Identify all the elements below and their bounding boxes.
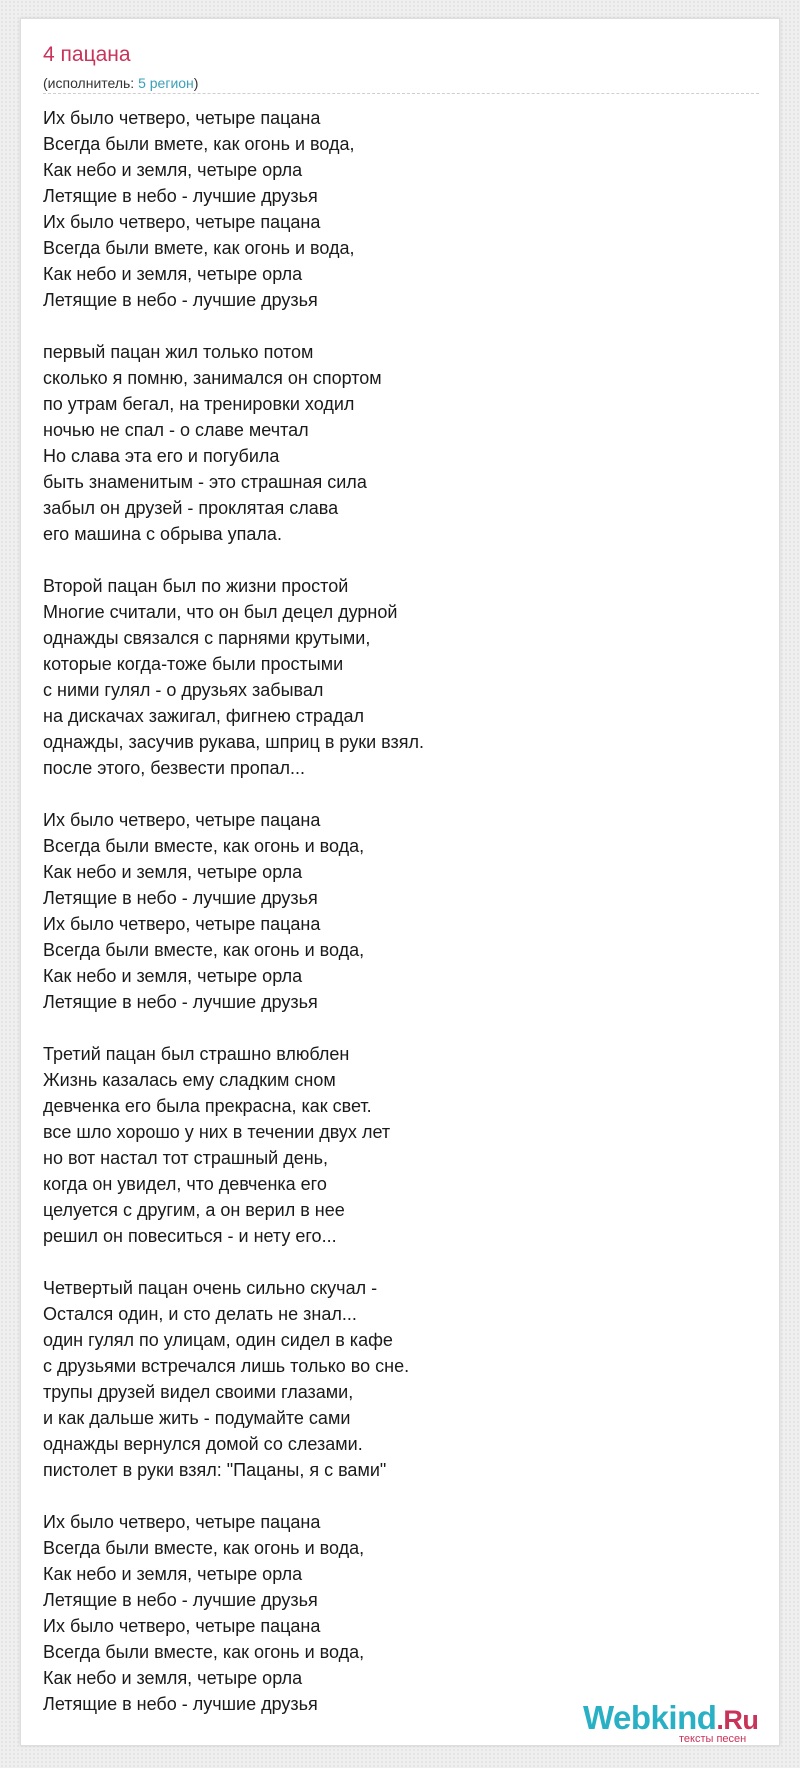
lyric-line: но вот настал тот страшный день, [43, 1148, 329, 1168]
lyric-line: которые когда-тоже были простыми [43, 654, 344, 674]
lyric-line: Как небо и земля, четыре орла [43, 1668, 303, 1688]
lyric-line: Летящие в небо - лучшие друзья [43, 290, 318, 310]
lyric-line: однажды, засучив рукава, шприц в руки взял. [43, 732, 425, 752]
divider [43, 93, 759, 94]
lyric-line: Но слава эта его и погубила [43, 446, 280, 466]
lyric-line: Как небо и земля, четыре орла [43, 1564, 303, 1584]
stanza-break [43, 1483, 424, 1509]
lyric-line: с ними гулял - о друзьях забывал [43, 680, 324, 700]
lyric-line: сколько я помню, занимался он спортом [43, 368, 382, 388]
lyric-line: целуется с другим, а он верил в нее [43, 1200, 345, 1220]
lyric-line: Их было четверо, четыре пацана [43, 810, 321, 830]
lyric-line: его машина с обрыва упала. [43, 524, 282, 544]
lyric-line: однажды связался с парнями крутыми, [43, 628, 371, 648]
site-logo[interactable] [583, 1699, 793, 1749]
lyric-line: первый пацан жил только потом [43, 342, 314, 362]
lyric-line: Как небо и земля, четыре орла [43, 862, 303, 882]
lyric-line: быть знаменитым - это страшная сила [43, 472, 367, 492]
lyric-line: Третий пацан был страшно влюблен [43, 1044, 350, 1064]
lyric-line: Летящие в небо - лучшие друзья [43, 888, 318, 908]
lyric-line: после этого, безвести пропал... [43, 758, 305, 778]
logo-wordmark [583, 1699, 758, 1737]
lyric-line: на дискачах зажигал, фигнею страдал [43, 706, 364, 726]
lyric-line: трупы друзей видел своими глазами, [43, 1382, 354, 1402]
lyric-line: Остался один, и сто делать не знал... [43, 1304, 357, 1324]
artist-suffix: ) [193, 75, 199, 91]
lyric-line: Как небо и земля, четыре орла [43, 966, 303, 986]
lyric-line: все шло хорошо у них в течении двух лет [43, 1122, 391, 1142]
lyric-line: Четвертый пацан очень сильно скучал - [43, 1278, 378, 1298]
lyric-line: Их было четверо, четыре пацана [43, 1512, 321, 1532]
lyric-line: с друзьями встречался лишь только во сне. [43, 1356, 410, 1376]
lyric-line: Их было четверо, четыре пацана [43, 212, 321, 232]
lyric-line: забыл он друзей - проклятая слава [43, 498, 339, 518]
lyric-line: Летящие в небо - лучшие друзья [43, 1590, 318, 1610]
lyric-line: Жизнь казалась ему сладким сном [43, 1070, 336, 1090]
logo-web: Webkind [583, 1699, 717, 1736]
lyric-line: Их было четверо, четыре пацана [43, 108, 321, 128]
logo-ru: .Ru [716, 1705, 759, 1735]
song-title: 4 пацана [43, 43, 131, 66]
lyric-line: Всегда были вместе, как огонь и вода, [43, 940, 365, 960]
lyric-line: Летящие в небо - лучшие друзья [43, 1694, 318, 1714]
lyric-line: Всегда были вмете, как огонь и вода, [43, 238, 355, 258]
lyric-line: ночью не спал - о славе мечтал [43, 420, 309, 440]
lyric-line: Как небо и земля, четыре орла [43, 264, 303, 284]
lyric-line: однажды вернулся домой со слезами. [43, 1434, 363, 1454]
lyrics-card [20, 18, 780, 1746]
lyric-line: Всегда были вместе, как огонь и вода, [43, 1538, 365, 1558]
lyric-line: Летящие в небо - лучшие друзья [43, 186, 318, 206]
lyric-line: Как небо и земля, четыре орла [43, 160, 303, 180]
stanza-break [43, 1249, 424, 1275]
lyric-line: Всегда были вместе, как огонь и вода, [43, 1642, 365, 1662]
lyric-line: и как дальше жить - подумайте сами [43, 1408, 351, 1428]
lyric-line: Второй пацан был по жизни простой [43, 576, 349, 596]
lyric-line: один гулял по улицам, один сидел в кафе [43, 1330, 393, 1350]
artist-line [43, 75, 198, 91]
lyric-line: пистолет в руки взял: "Пацаны, я с вами" [43, 1460, 387, 1480]
lyric-line: Их было четверо, четыре пацана [43, 1616, 321, 1636]
stanza-break [43, 781, 424, 807]
lyric-line: Летящие в небо - лучшие друзья [43, 992, 318, 1012]
lyric-line: Многие считали, что он был децел дурной [43, 602, 398, 622]
lyric-line: когда он увидел, что девченка его [43, 1174, 327, 1194]
stanza-break [43, 1015, 424, 1041]
lyric-line: Их было четверо, четыре пацана [43, 914, 321, 934]
lyric-line: Всегда были вмете, как огонь и вода, [43, 134, 355, 154]
lyric-line: по утрам бегал, на тренировки ходил [43, 394, 355, 414]
stanza-break [43, 547, 424, 573]
lyrics-text [43, 105, 424, 1717]
artist-prefix: (исполнитель: [43, 75, 139, 91]
artist-link[interactable]: 5 регион [138, 75, 194, 91]
lyric-line: решил он повеситься - и нету его... [43, 1226, 337, 1246]
lyric-line: девченка его была прекрасна, как свет. [43, 1096, 372, 1116]
logo-subtitle: тексты песен [679, 1733, 747, 1745]
lyric-line: Всегда были вместе, как огонь и вода, [43, 836, 365, 856]
stanza-break [43, 313, 424, 339]
